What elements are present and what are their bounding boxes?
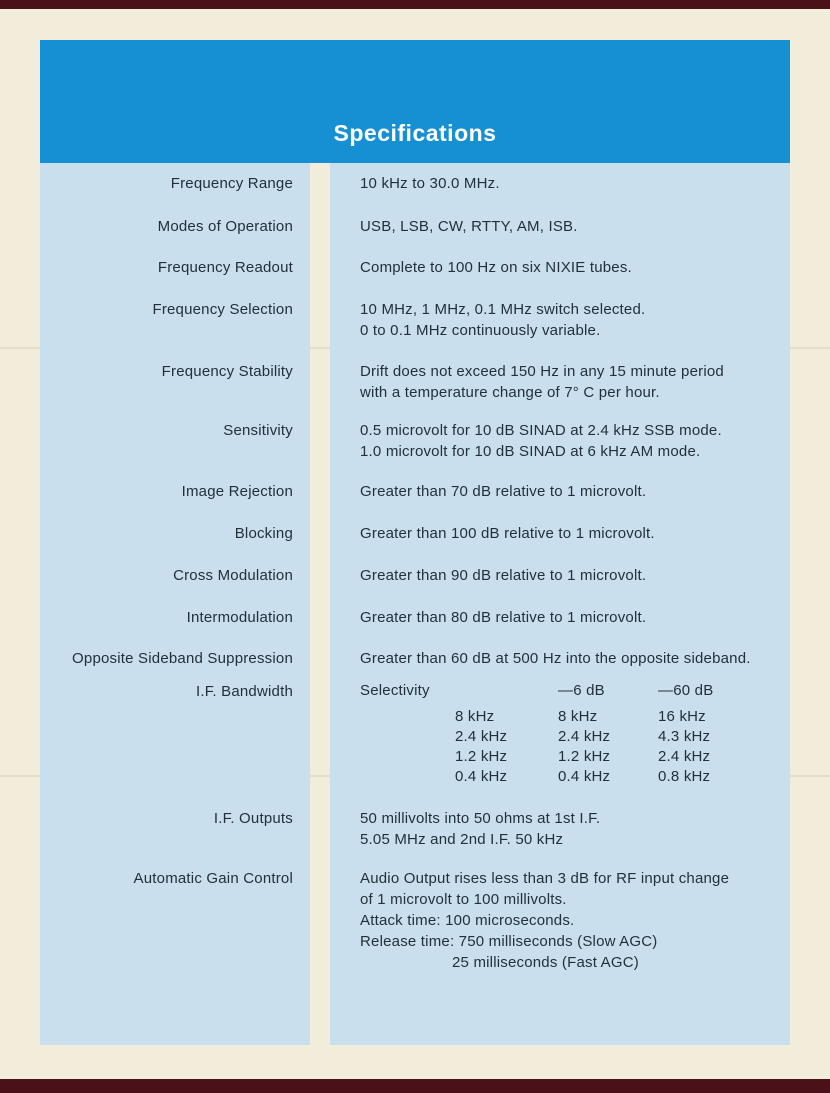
spec-label: I.F. Bandwidth xyxy=(195,683,293,700)
if-table-cell: 2.4 kHz xyxy=(558,728,611,745)
spec-row-modes-of-operation xyxy=(40,216,790,237)
spec-value-line: Greater than 90 dB relative to 1 microvolt. xyxy=(360,567,647,584)
spec-value xyxy=(310,607,790,628)
spec-row-frequency-readout xyxy=(40,257,790,278)
spec-value-line: 1.0 microvolt for 10 dB SINAD at 6 kHz AM mode. xyxy=(360,443,701,460)
if-table-cell: 8 kHz xyxy=(558,708,598,725)
if-table-cell: 0.4 kHz xyxy=(558,768,611,785)
binding-strip-bottom xyxy=(0,1079,830,1093)
spec-value xyxy=(310,361,790,403)
if-table-cell: 0.4 kHz xyxy=(455,768,508,785)
spec-label: Modes of Operation xyxy=(157,218,293,235)
spec-row-cross-modulation xyxy=(40,565,790,586)
spec-row-frequency-range xyxy=(40,173,790,194)
if-bandwidth-table xyxy=(310,681,790,787)
spec-value-line: Attack time: 100 microseconds. xyxy=(360,912,575,929)
if-table-cell: 0.8 kHz xyxy=(658,768,711,785)
if-table-header-selectivity: Selectivity xyxy=(360,682,430,699)
spec-value-line: with a temperature change of 7° C per hour. xyxy=(360,384,660,401)
spec-label: Frequency Stability xyxy=(161,363,293,380)
spec-value xyxy=(310,565,790,586)
spec-value-line: 10 MHz, 1 MHz, 0.1 MHz switch selected. xyxy=(360,301,646,318)
spec-value-line: Drift does not exceed 150 Hz in any 15 minute period xyxy=(360,363,724,380)
spec-row-sensitivity xyxy=(40,420,790,462)
spec-value-line: of 1 microvolt to 100 millivolts. xyxy=(360,891,567,908)
spec-label: Sensitivity xyxy=(223,422,293,439)
spec-value xyxy=(310,523,790,544)
spec-value xyxy=(310,868,790,973)
if-table-header-6db: —6 dB xyxy=(558,682,605,699)
spec-value xyxy=(310,216,790,237)
header-band xyxy=(40,40,790,163)
if-table-row xyxy=(360,707,790,727)
spec-value-line: Greater than 80 dB relative to 1 microvolt. xyxy=(360,609,647,626)
spec-value-line: 5.05 MHz and 2nd I.F. 50 kHz xyxy=(360,831,564,848)
spec-label: Cross Modulation xyxy=(173,567,293,584)
spec-row-image-rejection xyxy=(40,481,790,502)
spec-label: Blocking xyxy=(234,525,293,542)
spec-row-blocking xyxy=(40,523,790,544)
spec-value xyxy=(310,648,790,669)
if-table-cell: 4.3 kHz xyxy=(658,728,711,745)
if-table-cell: 2.4 kHz xyxy=(658,748,711,765)
spec-label: Automatic Gain Control xyxy=(133,870,293,887)
spec-label: Frequency Selection xyxy=(152,301,293,318)
spec-row-frequency-selection xyxy=(40,299,790,341)
if-table-row xyxy=(360,727,790,747)
spec-row-opposite-sideband-suppression xyxy=(40,648,790,669)
spec-value xyxy=(310,257,790,278)
spec-value xyxy=(310,808,790,850)
spec-label: Frequency Range xyxy=(170,175,293,192)
spec-value-line: 50 millivolts into 50 ohms at 1st I.F. xyxy=(360,810,601,827)
spec-value-line: Release time: 750 milliseconds (Slow AGC) xyxy=(360,933,658,950)
spec-value xyxy=(310,481,790,502)
spec-value-line: USB, LSB, CW, RTTY, AM, ISB. xyxy=(360,218,578,235)
spec-value-line: Greater than 60 dB at 500 Hz into the opposite sideband. xyxy=(360,650,751,667)
if-table-header-row xyxy=(360,681,790,701)
spec-row-if-bandwidth xyxy=(40,681,790,787)
spec-row-automatic-gain-control xyxy=(40,868,790,973)
spec-value-line: Complete to 100 Hz on six NIXIE tubes. xyxy=(360,259,632,276)
if-table-cell: 1.2 kHz xyxy=(558,748,611,765)
spec-row-intermodulation xyxy=(40,607,790,628)
spec-value xyxy=(310,420,790,462)
if-table-row xyxy=(360,767,790,787)
page-title: Specifications xyxy=(333,120,497,146)
if-table-cell: 2.4 kHz xyxy=(455,728,508,745)
spec-value-line: Audio Output rises less than 3 dB for RF input change xyxy=(360,870,730,887)
spec-value-line: 0 to 0.1 MHz continuously variable. xyxy=(360,322,601,339)
spec-value-line: Greater than 100 dB relative to 1 microvolt. xyxy=(360,525,655,542)
if-table-cell: 1.2 kHz xyxy=(455,748,508,765)
if-table-header-60db: —60 dB xyxy=(658,682,714,699)
spec-label: Image Rejection xyxy=(181,483,293,500)
spec-value-line: 10 kHz to 30.0 MHz. xyxy=(360,175,500,192)
spec-label: Opposite Sideband Suppression xyxy=(72,650,293,667)
spec-label: Frequency Readout xyxy=(157,259,293,276)
spec-label: I.F. Outputs xyxy=(213,810,293,827)
spec-label: Intermodulation xyxy=(186,609,293,626)
spec-value-line: Greater than 70 dB relative to 1 microvolt. xyxy=(360,483,647,500)
spec-value xyxy=(310,299,790,341)
spec-value xyxy=(310,173,790,194)
binding-strip-top xyxy=(0,0,830,9)
spec-value-line: 0.5 microvolt for 10 dB SINAD at 2.4 kHz SSB mode. xyxy=(360,422,722,439)
if-table-cell: 8 kHz xyxy=(455,708,495,725)
spec-row-frequency-stability xyxy=(40,361,790,403)
spec-row-if-outputs xyxy=(40,808,790,850)
spec-value-line: 25 milliseconds (Fast AGC) xyxy=(452,954,639,971)
if-table-row xyxy=(360,747,790,767)
if-table-cell: 16 kHz xyxy=(658,708,706,725)
